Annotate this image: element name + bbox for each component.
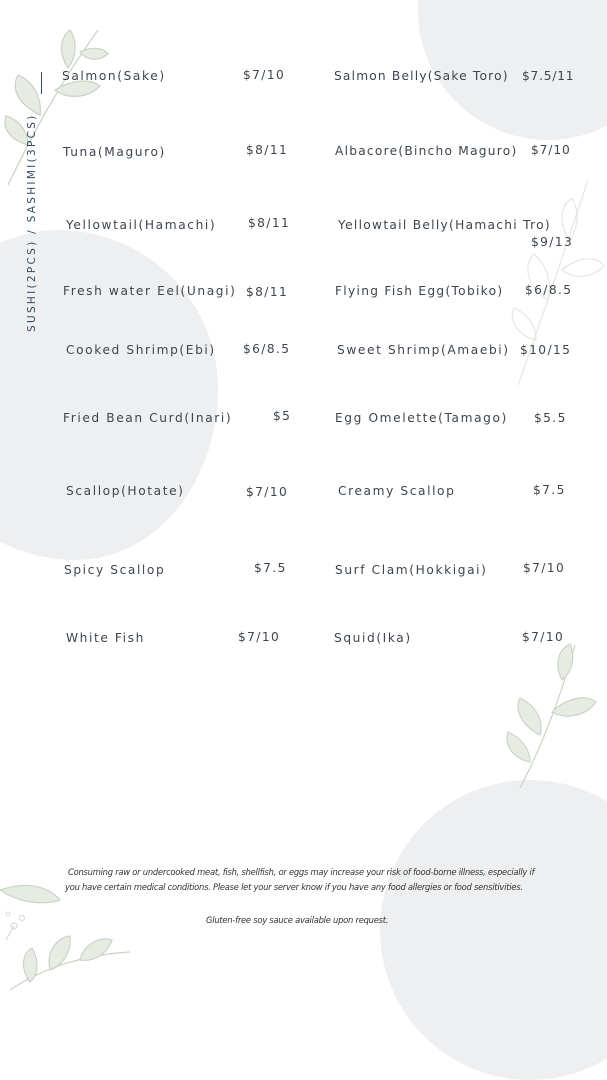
- menu-item-price: $6/8.5: [525, 283, 573, 297]
- menu-item-name: Fresh water Eel(Unagi): [63, 284, 237, 298]
- menu-item-price: $9/13: [531, 235, 574, 249]
- menu-item-price: $7.5: [254, 561, 287, 575]
- menu-item-price: $10/15: [520, 343, 572, 357]
- leaf-sprig-icon: [478, 170, 607, 390]
- menu-item-price: $6/8.5: [243, 342, 291, 356]
- menu-item-price: $8/11: [246, 143, 289, 157]
- menu-item-name: Creamy Scallop: [338, 484, 456, 498]
- menu-item-name: Salmon Belly(Sake Toro): [334, 69, 509, 83]
- menu-item-price: $8/11: [246, 285, 289, 299]
- leaf-branch-icon: [0, 20, 110, 190]
- menu-item-name: Sweet Shrimp(Amaebi): [337, 343, 510, 357]
- menu-item-name: Albacore(Bincho Maguro): [335, 144, 518, 158]
- background-circle-bottom-right: [380, 780, 607, 1080]
- health-warning-line-1: Consuming raw or undercooked meat, fish, shellfish, or eggs may increase your risk of food-borne illness, especially if: [68, 867, 535, 877]
- menu-item-price: $8/11: [248, 216, 291, 230]
- leaf-branch-icon: [0, 860, 140, 1000]
- menu-item-price: $5.5: [534, 411, 567, 425]
- menu-item-name: Scallop(Hotate): [66, 484, 185, 498]
- menu-item-name: White Fish: [66, 631, 145, 645]
- menu-item-name: Flying Fish Egg(Tobiko): [335, 284, 504, 298]
- leaf-branch-icon: [500, 640, 600, 790]
- menu-item-name: Egg Omelette(Tamago): [335, 411, 508, 425]
- menu-item-price: $7/10: [523, 561, 566, 575]
- menu-item-name: Cooked Shrimp(Ebi): [66, 343, 216, 357]
- menu-item-price: $7/10: [246, 485, 289, 499]
- menu-item-price: $7/10: [243, 68, 286, 82]
- section-title: SUSHI(2PCS) / SASHIMI(3PCS): [26, 113, 38, 332]
- menu-item-name: Yellowtail Belly(Hamachi Tro): [338, 218, 551, 232]
- menu-item-name: Surf Clam(Hokkigai): [335, 563, 488, 577]
- health-warning-line-2: you have certain medical conditions. Please let your server know if you have any food allergies or food sensitivities.: [65, 882, 523, 892]
- menu-item-name: Squid(Ika): [334, 631, 412, 645]
- menu-item-price: $7.5/11: [522, 69, 575, 83]
- menu-item-price: $7/10: [531, 143, 571, 157]
- menu-item-name: Spicy Scallop: [64, 563, 166, 577]
- menu-item-price: $5: [273, 409, 292, 423]
- menu-item-name: Salmon(Sake): [62, 69, 166, 83]
- menu-item-price: $7/10: [522, 630, 565, 644]
- menu-item-name: Fried Bean Curd(Inari): [63, 411, 233, 425]
- menu-item-price: $7/10: [238, 630, 281, 644]
- title-rule: [41, 72, 42, 94]
- gluten-free-note: Gluten-free soy sauce available upon request.: [206, 915, 389, 925]
- menu-item-name: Yellowtail(Hamachi): [66, 218, 217, 232]
- menu-item-name: Tuna(Maguro): [63, 145, 166, 159]
- menu-item-price: $7.5: [533, 483, 566, 497]
